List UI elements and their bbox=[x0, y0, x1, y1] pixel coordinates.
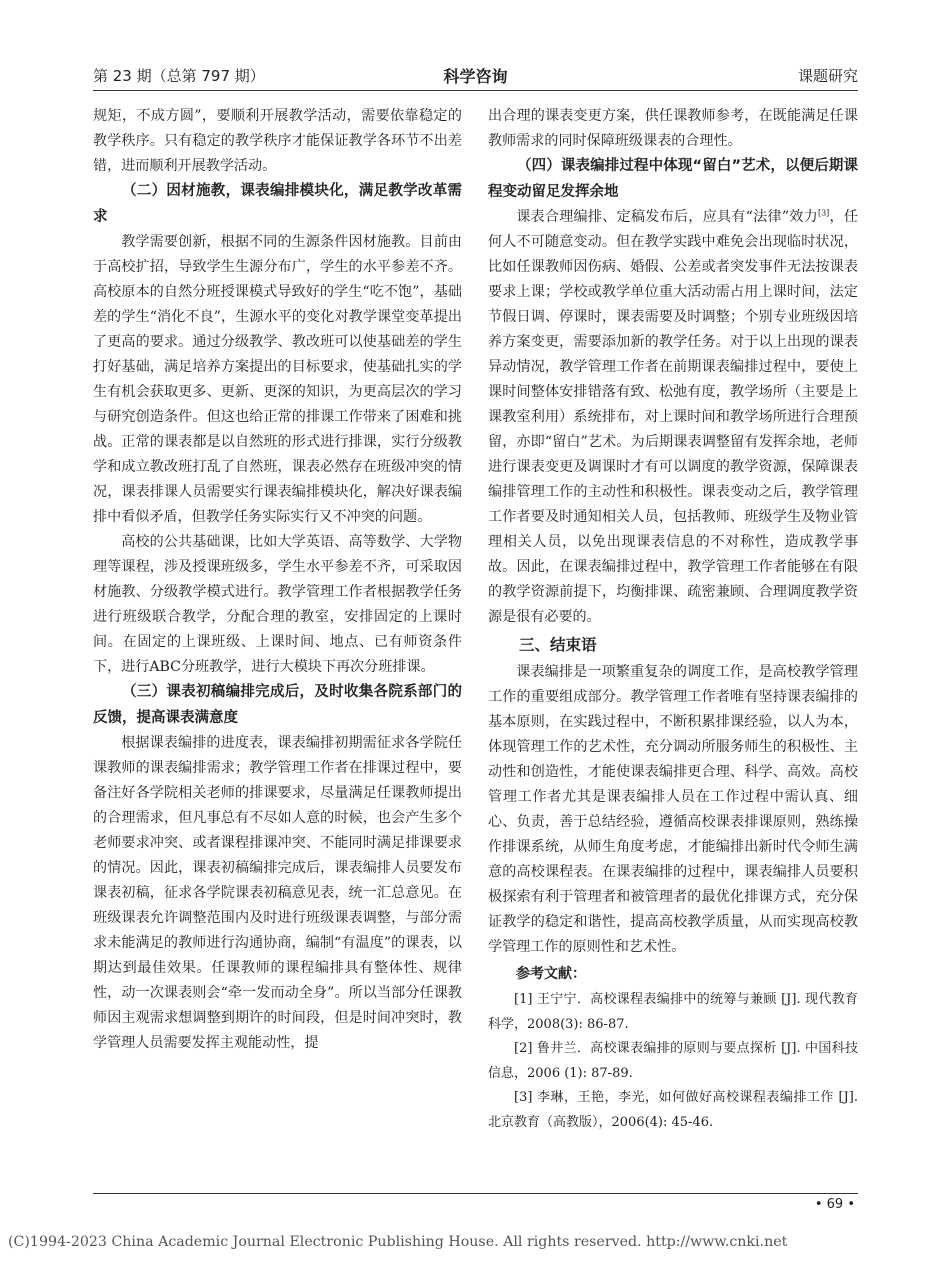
citation-marker: [3] bbox=[817, 208, 830, 218]
paragraph: 规矩，不成方圆”，要顺利开展教学活动，需要依靠稳定的教学秩序。只有稳定的教学秩序才能保证教学各环节不出差错，进而顺利开展教学活动。 bbox=[93, 108, 462, 174]
reference-item: [1] 王宁宁．高校课程表编排中的统筹与兼顾 [J]. 现代教育科学，2008(3): 86-87. bbox=[488, 992, 858, 1032]
paragraph: 出合理的课表变更方案，供任课教师参考，在既能满足任课教师需求的同时保障班级课表的合理性。 bbox=[488, 108, 858, 149]
section-heading: （四）课表编排过程中体现“留白”艺术，以便后期课程变动留足发挥余地 bbox=[488, 158, 858, 200]
paragraph: 教学需要创新，根据不同的生源条件因材施教。目前由于高校扩招，导致学生生源分布广，学生的水平参差不齐。高校原本的自然分班授课模式导致好的学生“吃不饱”，基础差的学生“消化不良”，生源水平的变化对教学课堂变革提出了更高的要求。通过分级教学、教改班可以使基础差的学生打好基础，满足培养方案提出的目标要求，使基础扎实的学生有机会获取更多、更新、更深的知识，为更高层次的学习与研究创造条件。但这也给正常的排课工作带来了困难和挑战。正常的课表都是以自然班的形式进行排课，实行分级教学和成立教改班打乱了自然班，课表必然存在班级冲突的情况，课表排课人员需要实行课表编排模块化，解决好课表编排中看似矛盾，但教学任务实际实行又不冲突的问题。 bbox=[93, 234, 462, 525]
page-number: • 69 • bbox=[814, 1197, 855, 1212]
section-heading: （三）课表初稿编排完成后，及时收集各院系部门的反馈，提高课表满意度 bbox=[93, 684, 462, 726]
section-title: 课题研究 bbox=[797, 67, 858, 85]
left-column bbox=[93, 104, 462, 1056]
copyright-notice: (C)1994-2023 China Academic Journal Electronic Publishing House. All rights reserved. http://www.cnki.net bbox=[8, 1234, 788, 1250]
paragraph-text: 课表合理编排、定稿发布后，应具有“法律”效力 bbox=[516, 209, 818, 225]
paragraph: 高校的公共基础课，比如大学英语、高等数学、大学物理等课程，涉及授课班级多，学生水平参差不齐，可采取因材施教、分级教学模式进行。教学管理工作者根据教学任务进行班级联合教学，分配合理的教室，安排固定的上课时间。在固定的上课班级、上课时间、地点、已有师资条件下，进行ABC分班教学，进行大模块下再次分班排课。 bbox=[93, 534, 462, 675]
footer-divider bbox=[93, 1193, 858, 1194]
paragraph bbox=[488, 205, 858, 630]
reference-item: [3] 李琳，王艳，李光，如何做好高校课程表编排工作 [J]. 北京教育（高教版），2006(4): 45-46. bbox=[488, 1090, 858, 1130]
issue-number: 第 23 期（总第 797 期） bbox=[93, 67, 265, 85]
references-heading: 参考文献： bbox=[516, 966, 586, 982]
reference-item: [2] 鲁井兰．高校课表编排的原则与要点探析 [J]. 中国科技信息，2006 (1): 87-89. bbox=[488, 1041, 858, 1081]
paragraph-text: ，任何人不可随意变动。但在教学实践中难免会出现临时状况，比如任课教师因伤病、婚假、公差或者突发事件无法按课表要求上课；学校或教学单位重大活动需占用上课时间，法定节假日调、停课时，课表需要及时调整；个别专业班级因培养方案变更，需要添加新的教学任务。对于以上出现的课表异动情况，教学管理工作者在前期课表编排过程中，要使上课时间整体安排错落有致、松弛有度，教学场所（主要是上课教室利用）系统排布，对上课时间和教学场所进行合理预留，亦即“留白”艺术。为后期课表调整留有发挥余地，老师进行课表变更及调课时才有可以调度的教学资源，保障课表编排管理工作的主动性和积极性。课表变动之后，教学管理工作者要及时通知相关人员，包括教师、班级学生及物业管理相关人员，以免出现课表信息的不对称性，造成教学事故。因此，在课表编排过程中，教学管理工作者能够在有限的教学资源前提下，均衡排课、疏密兼顾、合理调度教学资源是很有必要的。 bbox=[488, 209, 858, 625]
journal-title: 科学咨询 bbox=[443, 67, 508, 86]
paragraph: 根据课表编排的进度表，课表编排初期需征求各学院任课教师的课表编排需求；教学管理工作者在排课过程中，要备注好各学院相关老师的排课要求，尽量满足任课教师提出的合理需求，但凡事总有不尽如人意的时候，也会产生多个老师要求冲突、或者课程排课冲突、不能同时满足排课要求的情况。因此，课表初稿编排完成后，课表编排人员要发布课表初稿，征求各学院课表初稿意见表，统一汇总意见。在班级课表允许调整范围内及时进行班级课表调整，与部分需求未能满足的教师进行沟通协商，编制“有温度”的课表，以期达到最佳效果。任课教师的课程编排具有整体性、规律性，动一次课表则会“牵一发而动全身”。所以当部分任课教师因主观需求想调整到期许的时间段，但是时间冲突时，教学管理人员需要发挥主观能动性，提 bbox=[93, 735, 462, 1051]
conclusion-heading: 三、结束语 bbox=[519, 636, 597, 654]
right-column bbox=[488, 104, 858, 1135]
page-header bbox=[93, 62, 858, 91]
paragraph: 课表编排是一项繁重复杂的调度工作，是高校教学管理工作的重要组成部分。教学管理工作者唯有坚持课表编排的基本原则，在实践过程中，不断积累排课经验，以人为本，体现管理工作的艺术性，充分调动所服务师生的积极性、主动性和创造性，才能使课表编排更合理、科学、高效。高校管理工作者尤其是课表编排人员在工作过程中需认真、细心、负责，善于总结经验，遵循高校课表排课原则，熟练操作排课系统，从师生角度考虑，才能编排出新时代令师生满意的高校课程表。在课表编排的过程中，课表编排人员要积极探索有利于管理者和被管理者的最优化排课方式，充分保证教学的稳定和谐性，提高高校教学质量，从而实现高校教学管理工作的原则性和艺术性。 bbox=[488, 664, 858, 955]
section-heading: （二）因材施教，课表编排模块化，满足教学改革需求 bbox=[93, 183, 462, 225]
